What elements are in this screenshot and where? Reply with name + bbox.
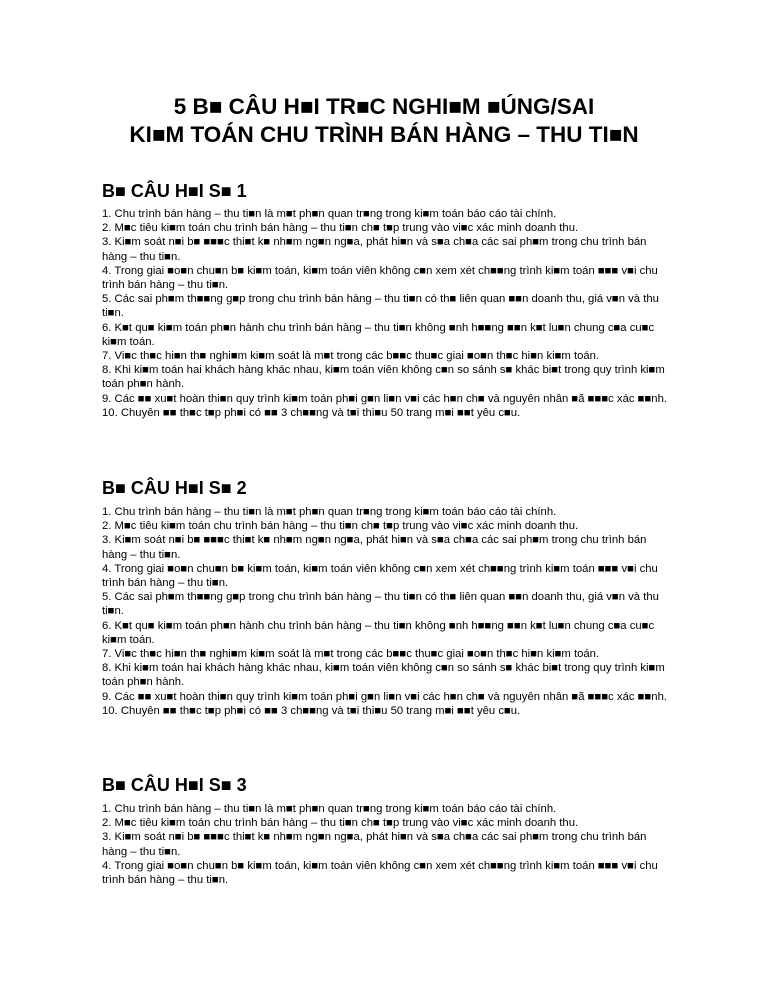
question-item: 8. Khi ki■m toán hai khách hàng khác nhau, ki■m toán viên không c■n so sánh s■ khác bi■t trong quy trình ki■m toán ph■n hành.	[102, 662, 665, 689]
document-title-line-1: 5 B■ CÂU H■I TR■C NGHI■M ■ÚNG/SAI	[173, 94, 595, 119]
section-heading: B■ CÂU H■I S■ 3	[102, 775, 247, 795]
section-heading: B■ CÂU H■I S■ 2	[102, 478, 247, 498]
question-list	[102, 207, 672, 420]
question-item: 10. Chuyên ■■ th■c t■p ph■i có ■■ 3 ch■■ng và t■i thi■u 50 trang m■i ■■t yêu c■u.	[102, 406, 521, 419]
question-item: 2. M■c tiêu ki■m toán chu trình bán hàng – thu ti■n ch■ t■p trung vào vi■c xác minh doanh thu.	[102, 520, 579, 533]
question-item: 1. Chu trình bán hàng – thu ti■n là m■t ph■n quan tr■ng trong ki■m toán báo cáo tài chính.	[102, 803, 557, 815]
question-item: 2. M■c tiêu ki■m toán chu trình bán hàng – thu ti■n ch■ t■p trung vào vi■c xác minh doanh thu.	[102, 817, 579, 830]
question-item: 7. Vi■c th■c hi■n th■ nghi■m ki■m soát là m■t trong các b■■c thu■c giai ■o■n th■c hi■n ki■m toán.	[102, 648, 600, 661]
document-title-line-2: KI■M TOÁN CHU TRÌNH BÁN HÀNG – THU TI■N	[129, 122, 639, 147]
question-item: 6. K■t qu■ ki■m toán ph■n hành chu trình bán hàng – thu ti■n không ■nh h■■ng ■■n k■t lu■n chung c■a cu■c ki■m toán.	[102, 321, 655, 348]
question-item: 4. Trong giai ■o■n chu■n b■ ki■m toán, ki■m toán viên không c■n xem xét ch■■ng trình ki■m toán ■■■ v■i chu trình bán hàng – thu ti■n.	[102, 562, 658, 590]
section-heading: B■ CÂU H■I S■ 1	[102, 181, 247, 201]
question-list	[102, 802, 672, 887]
question-item: 7. Vi■c th■c hi■n th■ nghi■m ki■m soát là m■t trong các b■■c thu■c giai ■o■n th■c hi■n ki■m toán.	[102, 350, 600, 363]
question-item: 8. Khi ki■m toán hai khách hàng khác nhau, ki■m toán viên không c■n so sánh s■ khác bi■t trong quy trình ki■m toán ph■n hành.	[102, 364, 665, 391]
question-item: 3. Ki■m soát n■i b■ ■■■c thi■t k■ nh■m ng■n ng■a, phát hi■n và s■a ch■a các sai ph■m trong chu trình bán hàng – thu ti■n.	[102, 236, 647, 263]
question-item: 1. Chu trình bán hàng – thu ti■n là m■t ph■n quan tr■ng trong ki■m toán báo cáo tài chính.	[102, 208, 557, 220]
question-item: 6. K■t qu■ ki■m toán ph■n hành chu trình bán hàng – thu ti■n không ■nh h■■ng ■■n k■t lu■n chung c■a cu■c ki■m toán.	[102, 619, 655, 646]
question-item: 3. Ki■m soát n■i b■ ■■■c thi■t k■ nh■m ng■n ng■a, phát hi■n và s■a ch■a các sai ph■m trong chu trình bán hàng – thu ti■n.	[102, 831, 647, 858]
question-list	[102, 505, 672, 718]
question-item: 9. Các ■■ xu■t hoàn thi■n quy trình ki■m toán ph■i g■n li■n v■i các h■n ch■ và nguyên nhân ■ã ■■■c xác ■■nh.	[102, 392, 668, 405]
question-item: 9. Các ■■ xu■t hoàn thi■n quy trình ki■m toán ph■i g■n li■n v■i các h■n ch■ và nguyên nhân ■ã ■■■c xác ■■nh.	[102, 690, 668, 703]
question-item: 4. Trong giai ■o■n chu■n b■ ki■m toán, ki■m toán viên không c■n xem xét ch■■ng trình ki■m toán ■■■ v■i chu trình bán hàng – thu ti■n.	[102, 859, 658, 887]
question-item: 5. Các sai ph■m th■■ng g■p trong chu trình bán hàng – thu ti■n có th■ liên quan ■■n doanh thu, giá v■n và thu ti■n.	[102, 591, 659, 618]
question-item: 5. Các sai ph■m th■■ng g■p trong chu trình bán hàng – thu ti■n có th■ liên quan ■■n doanh thu, giá v■n và thu ti■n.	[102, 293, 659, 320]
question-item: 10. Chuyên ■■ th■c t■p ph■i có ■■ 3 ch■■ng và t■i thi■u 50 trang m■i ■■t yêu c■u.	[102, 704, 521, 717]
question-item: 1. Chu trình bán hàng – thu ti■n là m■t ph■n quan tr■ng trong ki■m toán báo cáo tài chính.	[102, 506, 557, 518]
question-item: 3. Ki■m soát n■i b■ ■■■c thi■t k■ nh■m ng■n ng■a, phát hi■n và s■a ch■a các sai ph■m trong chu trình bán hàng – thu ti■n.	[102, 534, 647, 561]
question-item: 4. Trong giai ■o■n chu■n b■ ki■m toán, ki■m toán viên không c■n xem xét ch■■ng trình ki■m toán ■■■ v■i chu trình bán hàng – thu ti■n.	[102, 264, 658, 292]
question-item: 2. M■c tiêu ki■m toán chu trình bán hàng – thu ti■n ch■ t■p trung vào vi■c xác minh doanh thu.	[102, 222, 579, 235]
